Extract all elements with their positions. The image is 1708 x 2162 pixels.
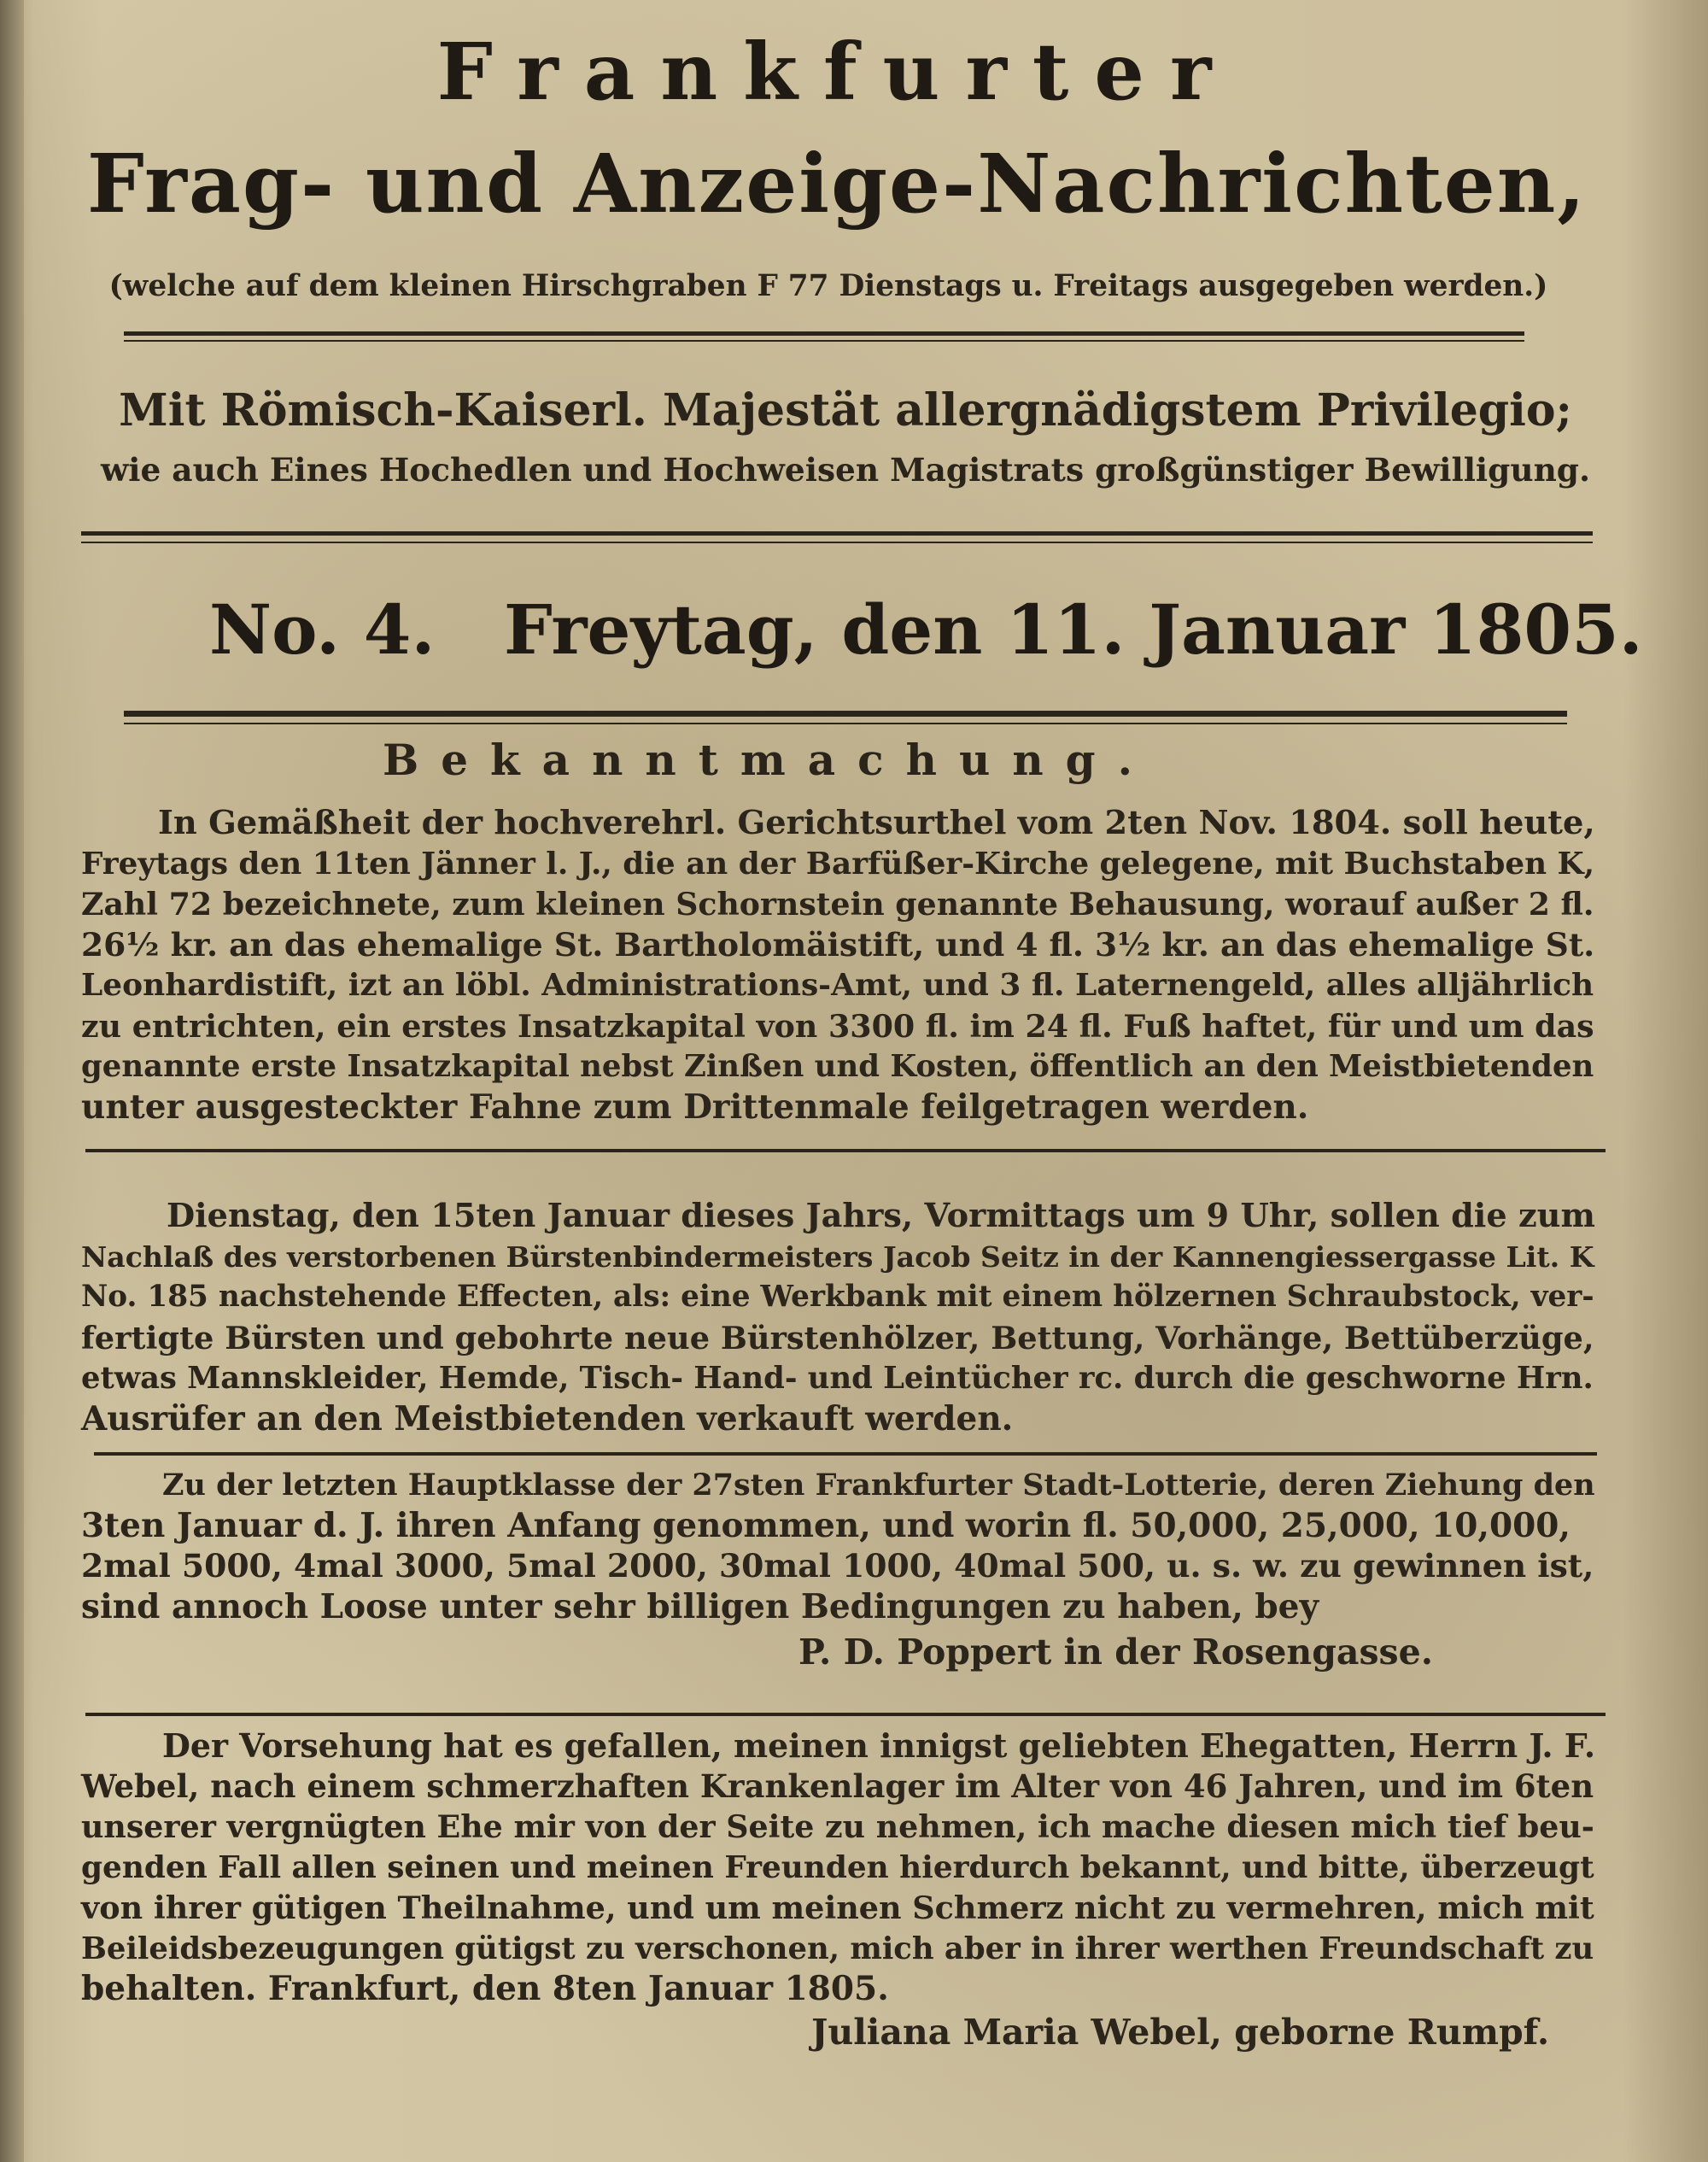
masthead-subtitle: (welche auf dem kleinen Hirschgraben F 77 Dienstags u. Freitags ausgegeben werden.) [108,269,1548,303]
text-line: sind annoch Loose unter sehr billigen Bedingungen zu haben, bey [81,1586,1319,1626]
notice-estate-sale [81,1196,1610,1439]
notice-title: Bekanntmachung. [382,735,1155,785]
text-line: genden Fall allen seinen und meinen Freunden hierdurch bekannt, und bitte, überzeugt [81,1849,1594,1885]
text-line: unter ausgesteckter Fahne zum Drittenmale feilgetragen werden. [81,1087,1309,1127]
notice-auction-house [81,803,1610,1128]
text-line: 3ten Januar d. J. ihren Anfang genommen, und worin fl. 50,000, 25,000, 10,000, [81,1505,1571,1545]
notice-lottery [81,1465,1610,1627]
text-line: No. 185 nachstehende Effecten, als: eine Werkbank mit einem hölzernen Schraubstock, ver- [81,1280,1594,1314]
divider [124,723,1567,724]
binding-gutter [0,0,24,2162]
divider [85,1149,1606,1152]
divider [85,1713,1606,1716]
text-line: In Gemäßheit der hochverehrl. Gerichtsurthel vom 2ten Nov. 1804. soll heute, [158,804,1595,842]
text-line: Zu der letzten Hauptklasse der 27sten Frankfurter Stadt-Lotterie, deren Ziehung den [162,1468,1595,1503]
text-line: von ihrer gütigen Theilnahme, und um meinen Schmerz nicht zu vermehren, mich mit [81,1890,1594,1926]
death-notice-signature: Juliana Maria Webel, geborne Rumpf. [811,2012,1550,2053]
divider [124,711,1567,717]
text-line: Beileidsbezeugungen gütigst zu verschonen, mich aber in ihrer werthen Freundschaft zu [81,1931,1594,1966]
text-line: Nachlaß des verstorbenen Bürstenbindermeisters Jacob Seitz in der Kannengiessergasse Lit. K [81,1239,1594,1274]
text-line: Dienstag, den 15ten Januar dieses Jahrs, Vormittags um 9 Uhr, sollen die zum [167,1197,1595,1235]
issue-date: Freytag, den 11. Januar 1805. [504,589,1643,670]
text-line: unserer vergnügten Ehe mir von der Seite zu nehmen, ich mache diesen mich tief beu- [81,1808,1594,1845]
divider [124,331,1524,336]
text-line: genannte erste Insatzkapital nebst Zinßen und Kosten, öffentlich an den Meistbietenden [81,1049,1594,1084]
divider [81,542,1593,543]
masthead-title: Frag- und Anzeige-Nachrichten, [86,137,1588,231]
text-line: 26½ kr. an das ehemalige St. Bartholomäistift, und 4 fl. 3½ kr. an das ehemalige St. [81,925,1595,964]
privilege-line-2: wie auch Eines Hochedlen und Hochweisen Magistrats großgünstiger Bewilligung. [100,451,1591,489]
text-line: Zahl 72 bezeichnete, zum kleinen Schornstein genannte Behausung, worauf außer 2 fl. [81,886,1594,923]
text-line: Der Vorsehung hat es gefallen, meinen innigst geliebten Ehegatten, Herrn J. F. [162,1726,1596,1765]
text-line: Leonhardistift, izt an löbl. Administrations-Amt, und 3 fl. Laternengeld, alles alljährlich [81,967,1594,1003]
divider [81,531,1593,536]
divider [124,340,1524,342]
text-line: zu entrichten, ein erstes Insatzkapital von 3300 fl. im 24 fl. Fuß haftet, für und um das [81,1007,1594,1045]
text-line: behalten. Frankfurt, den 8ten Januar 1805. [81,1969,889,2008]
text-line: 2mal 5000, 4mal 3000, 5mal 2000, 30mal 1000, 40mal 500, u. s. w. zu gewinnen ist, [81,1547,1594,1585]
text-line: Webel, nach einem schmerzhaften Krankenlager im Alter von 46 Jahren, und im 6ten [81,1767,1594,1805]
notice-death [81,1725,1610,2010]
masthead-city: Frankfurter [436,26,1237,118]
text-line: Ausrüfer an den Meistbietenden verkauft werden. [81,1398,1014,1438]
text-line: etwas Mannskleider, Hemde, Tisch- Hand- und Leintücher rc. durch die geschworne Hrn. [81,1361,1594,1396]
divider [94,1452,1597,1456]
lottery-signature: P. D. Poppert in der Rosengasse. [798,1632,1433,1673]
text-line: Freytags den 11ten Jänner l. J., die an der Barfüßer-Kirche gelegene, mit Buchstaben K, [81,845,1595,882]
issue-number: No. 4. [209,589,436,670]
text-line: fertigte Bürsten und gebohrte neue Bürstenhölzer, Bettung, Vorhänge, Bettüberzüge, [81,1319,1594,1356]
privilege-line-1: Mit Römisch-Kaiserl. Majestät allergnädigstem Privilegio; [119,384,1572,437]
